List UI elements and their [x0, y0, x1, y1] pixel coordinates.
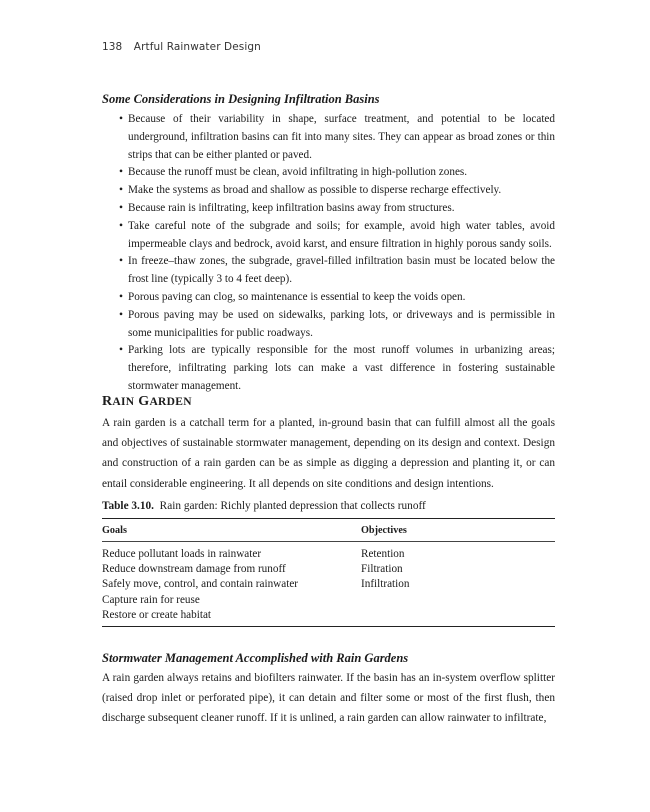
heading-rest: ARDEN [149, 396, 192, 408]
rain-garden-heading [102, 394, 555, 410]
stormwater-management-section [102, 651, 555, 729]
table-3-10 [102, 500, 555, 627]
stormwater-management-paragraph: A rain garden always retains and biofilters rainwater. If the basin has an in-system overflow splitter (raised drop inlet or perforated pipe), it can detain and filter some or most of the first flush, then discharge subsequent cleaner runoff. If it is unlined, a rain garden can allow rainwater to infiltrate, [102, 672, 555, 725]
rain-garden-paragraph: A rain garden is a catchall term for a planted, in-ground basin that can fulfill almost all the goals and objectives of sustainable stormwater management, depending on its design and context. Design and construction of a rain garden can be as simple as digging a depression and planting it, or can entail considerable engineering. It all depends on site conditions and design intentions. [102, 417, 555, 490]
objective-cell: Filtration [361, 563, 403, 576]
list-item: • Porous paving can clog, so maintenance is essential to keep the voids open. [102, 289, 555, 307]
table-row [102, 562, 555, 577]
table-caption [102, 500, 555, 512]
list-item: • Porous paving may be used on sidewalks, parking lots, or driveways and is permissible in some municipalities for public roadways. [102, 307, 555, 343]
stormwater-management-heading: Stormwater Management Accomplished with Rain Gardens [102, 651, 409, 665]
objective-cell [361, 593, 555, 608]
goals-objectives-table [102, 519, 555, 623]
objective-cell [361, 608, 555, 623]
list-item: • Take careful note of the subgrade and soils; for example, avoid high water tables, avoid impermeable clays and bedrock, avoid karst, and ensure filtration in highly porous sandy soils. [102, 218, 555, 254]
goal-cell: Reduce pollutant loads in rainwater [102, 548, 262, 560]
list-item: • Make the systems as broad and shallow as possible to disperse recharge effectively. [102, 182, 555, 200]
goal-cell: Reduce downstream damage from runoff [102, 563, 286, 576]
table-row [102, 608, 555, 623]
table-row [102, 593, 555, 608]
goal-cell: Restore or create habitat [102, 608, 212, 621]
list-item: • Parking lots are typically responsible for the most runoff volumes in urbanizing areas; therefore, infiltrating parking lots can make a vast difference in fostering sustainable stormwater management. [102, 342, 555, 395]
objectives-column-header: Objectives [361, 524, 407, 536]
page-number: 138 [102, 41, 123, 53]
considerations-list [102, 111, 555, 396]
running-head [102, 41, 261, 53]
book-title: Artful Rainwater Design [133, 41, 261, 53]
table-row [102, 547, 555, 562]
table-header-row [102, 519, 555, 541]
heading-rest: AIN [112, 396, 135, 408]
heading-initial: G [138, 394, 150, 409]
goal-cell: Capture rain for reuse [102, 593, 200, 606]
objective-cell: Infiltration [361, 578, 410, 591]
list-item: • Because of their variability in shape, surface treatment, and potential to be located underground, infiltration basins can fit into many sites. They can appear as broad zones or thin strips that can be either planted or paved. [102, 111, 555, 164]
table-title: Rain garden: Richly planted depression that collects runoff [159, 500, 426, 512]
table-row [102, 577, 555, 592]
table-bottom-rule [102, 626, 555, 627]
list-item: • Because rain is infiltrating, keep infiltration basins away from structures. [102, 200, 555, 218]
infiltration-considerations-section [102, 92, 555, 396]
goal-cell: Safely move, control, and contain rainwater [102, 578, 299, 591]
objective-cell: Retention [361, 548, 405, 560]
rain-garden-section [102, 394, 555, 494]
list-item: • Because the runoff must be clean, avoid infiltrating in high-pollution zones. [102, 164, 555, 182]
goals-column-header: Goals [102, 524, 127, 536]
table-header-rule [102, 541, 555, 542]
heading-initial: R [102, 394, 113, 409]
list-item: • In freeze–thaw zones, the subgrade, gravel-filled infiltration basin must be located below the frost line (typically 3 to 4 feet deep). [102, 253, 555, 289]
infiltration-considerations-heading: Some Considerations in Designing Infiltration Basins [102, 92, 380, 106]
table-label: Table 3.10. [102, 500, 154, 512]
